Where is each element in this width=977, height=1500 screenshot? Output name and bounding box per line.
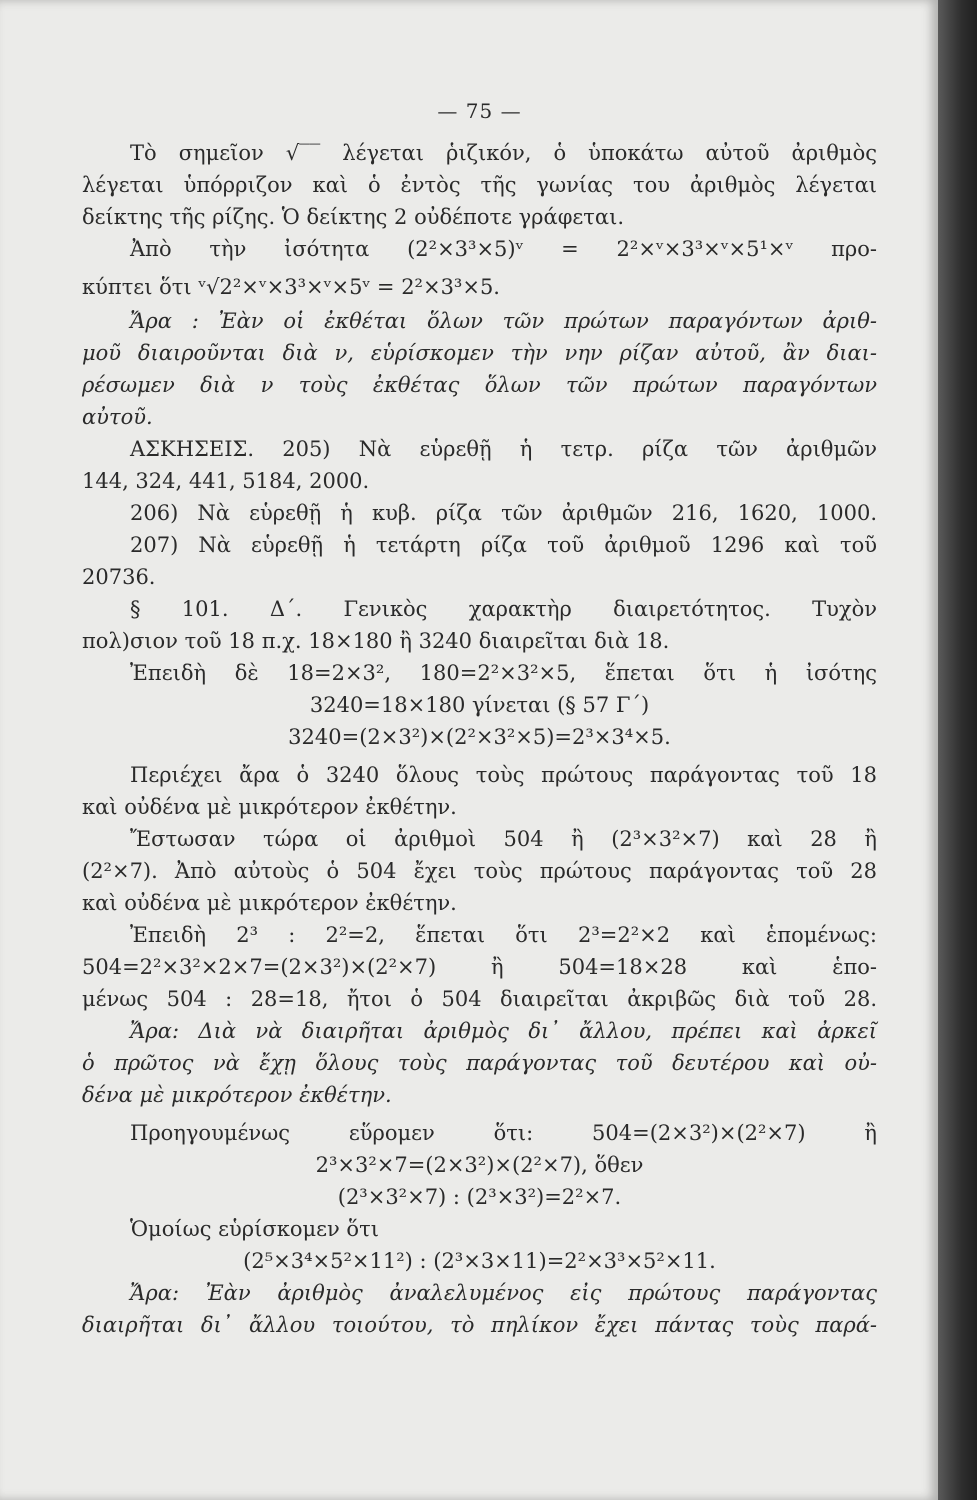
text-line: Τὸ σημεῖον √‾‾ λέγεται ῥιζικόν, ὁ ὑποκάτω αὐτοῦ ἀριθμὸς [130,141,877,165]
text-line: Ἔστωσαν τώρα οἱ ἀριθμοὶ 504 ἢ (2³×3²×7) καὶ 28 ἢ [130,827,877,851]
section-heading: § 101. Δ΄. Γενικὸς χαρακτὴρ διαιρετότητος. Τυχὸν [130,597,877,621]
text-line: καὶ οὐδένα μὲ μικρότερον ἐκθέτην. [82,891,457,915]
text-line: 20736. [82,565,156,589]
rule-line: δένα μὲ μικρότερον ἐκθέτην. [82,1083,392,1107]
rule-line: αὐτοῦ. [82,405,153,429]
rule-line: Ἄρα: Ἐὰν ἀριθμὸς ἀναλελυμένος εἰς πρώτους παράγοντας [130,1281,877,1305]
text-line: μένως 504 : 28=18, ἤτοι ὁ 504 διαιρεῖται ἀκριβῶς διὰ τοῦ 28. [82,987,877,1011]
rule-line: Ἄρα: Διὰ νὰ διαιρῆται ἀριθμὸς δι᾽ ἄλλου, πρέπει καὶ ἀρκεῖ [130,1019,877,1043]
text-line: 144, 324, 441, 5184, 2000. [82,469,370,493]
formula-line: 3240=18×180 γίνεται (§ 57 Γ΄) [309,693,650,717]
page-edge-shadow [938,0,977,1500]
page-text [82,95,877,1341]
text-line: Ἐπειδὴ δὲ 18=2×3², 180=2²×3²×5, ἕπεται ὅτι ἡ ἰσότης [130,661,877,685]
exercise-line: 206) Νὰ εὑρεθῇ ἡ κυβ. ρίζα τῶν ἀριθμῶν 216, 1620, 1000. [130,501,877,525]
rule-line: Ἄρα : Ἐὰν οἱ ἐκθέται ὅλων τῶν πρώτων παραγόντων ἀριθ- [130,309,877,333]
text-line: Ἐπειδὴ 2³ : 2²=2, ἕπεται ὅτι 2³=2²×2 καὶ ἑπομένως: [130,923,877,947]
formula-line: (2⁵×3⁴×5²×11²) : (2³×3×11)=2²×3³×5²×11. [243,1249,716,1273]
exercise-line: 207) Νὰ εὑρεθῇ ἡ τετάρτη ρίζα τοῦ ἀριθμοῦ 1296 καὶ τοῦ [130,533,877,557]
formula-line: (2³×3²×7) : (2³×3²)=2²×7. [337,1185,622,1209]
text-line: Προηγουμένως εὕρομεν ὅτι: 504=(2×3²)×(2²×7) ἢ [130,1121,877,1145]
text-line: Περιέχει ἄρα ὁ 3240 ὅλους τοὺς πρώτους παράγοντας τοῦ 18 [130,763,877,787]
text-line: Ἀπὸ τὴν ἰσότητα (2²×3³×5)ᵛ = 2²×ᵛ×3³×ᵛ×5¹×ᵛ προ- [130,237,877,261]
formula-line: 3240=(2×3²)×(2²×3²×5)=2³×3⁴×5. [288,725,671,749]
text-line: δείκτης τῆς ρίζης. Ὁ δείκτης 2 οὐδέποτε γράφεται. [82,205,625,229]
text-line: λέγεται ὑπόρριζον καὶ ὁ ἐντὸς τῆς γωνίας του ἀριθμὸς λέγεται [82,173,877,197]
rule-line: ὁ πρῶτος νὰ ἔχῃ ὅλους τοὺς παράγοντας τοῦ δευτέρου καὶ οὐ- [82,1051,877,1075]
rule-line: διαιρῆται δι᾽ ἄλλου τοιούτου, τὸ πηλίκον ἔχει πάντας τοὺς παρά- [82,1313,877,1337]
page-number: — 75 — [437,99,522,123]
text-line: Ὁμοίως εὑρίσκομεν ὅτι [130,1217,379,1241]
text-line: (2²×7). Ἀπὸ αὐτοὺς ὁ 504 ἔχει τοὺς πρώτους παράγοντας τοῦ 28 [82,859,877,883]
formula-line: 2³×3²×7=(2×3²)×(2²×7), ὅθεν [315,1153,644,1177]
rule-line: ρέσωμεν διὰ ν τοὺς ἐκθέτας ὅλων τῶν πρώτων παραγόντων [82,373,877,397]
formula-line: κύπτει ὅτι ᵛ√2²×ᵛ×3³×ᵛ×5ᵛ = 2²×3³×5. [82,275,500,299]
formula-line: 504=2²×3²×2×7=(2×3²)×(2²×7) ἢ 504=18×28 καὶ ἑπο- [82,955,877,979]
text-line: πολ)σιον τοῦ 18 π.χ. 18×180 ἢ 3240 διαιρεῖται διὰ 18. [82,629,670,653]
text-line: καὶ οὐδένα μὲ μικρότερον ἐκθέτην. [82,795,457,819]
exercise-heading: ΑΣΚΗΣΕΙΣ. 205) Νὰ εὑρεθῇ ἡ τετρ. ρίζα τῶν ἀριθμῶν [130,437,877,461]
rule-line: μοῦ διαιροῦνται διὰ ν, εὑρίσκομεν τὴν νην ρίζαν αὐτοῦ, ἂν διαι- [82,341,877,365]
